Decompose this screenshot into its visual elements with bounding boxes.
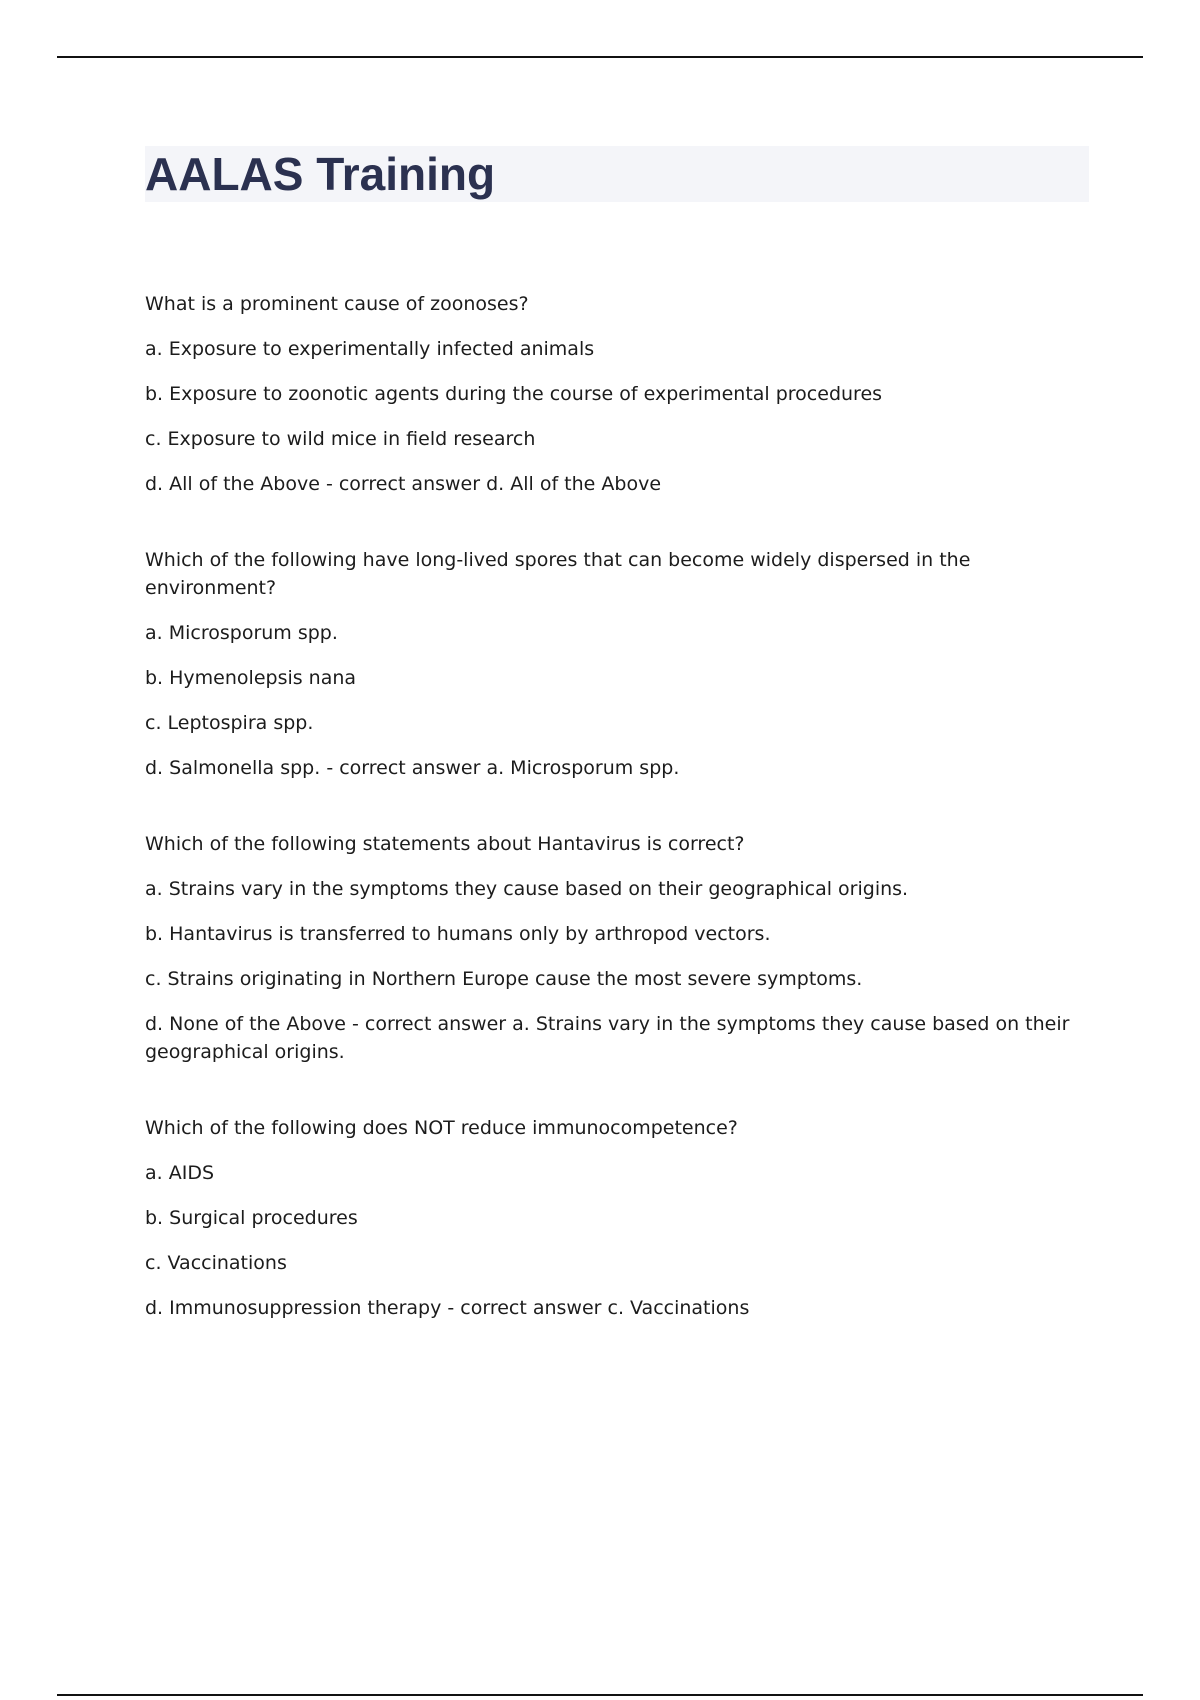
option-d-with-answer: d. All of the Above - correct answer d. All of the Above (145, 473, 662, 495)
option-d-with-answer: d. Immunosuppression therapy - correct answer c. Vaccinations (145, 1297, 750, 1319)
question-block (145, 290, 1085, 498)
option-c: c. Strains originating in Northern Europe cause the most severe symptoms. (145, 968, 863, 990)
option-d-with-answer: d. None of the Above - correct answer a. Strains vary in the symptoms they cause based on their geographical origins. (145, 1013, 1070, 1063)
option-d-with-answer: d. Salmonella spp. - correct answer a. Microsporum spp. (145, 757, 680, 779)
question-block (145, 546, 1085, 782)
option-b: b. Exposure to zoonotic agents during the course of experimental procedures (145, 383, 883, 405)
option-a: a. Strains vary in the symptoms they cause based on their geographical origins. (145, 878, 909, 900)
option-c: c. Leptospira spp. (145, 712, 314, 734)
option-c: c. Vaccinations (145, 1252, 287, 1274)
option-b: b. Surgical procedures (145, 1207, 358, 1229)
question-text: Which of the following does NOT reduce immunocompetence? (145, 1117, 738, 1139)
option-a: a. Microsporum spp. (145, 622, 338, 644)
question-text: Which of the following have long-lived spores that can become widely dispersed in the environment? (145, 549, 971, 599)
option-b: b. Hantavirus is transferred to humans only by arthropod vectors. (145, 923, 771, 945)
option-a: a. Exposure to experimentally infected animals (145, 338, 595, 360)
question-text: Which of the following statements about Hantavirus is correct? (145, 833, 745, 855)
top-divider (57, 56, 1143, 58)
bottom-divider (57, 1694, 1143, 1696)
document-body (145, 290, 1085, 1370)
question-block (145, 1114, 1085, 1322)
option-c: c. Exposure to wild mice in field research (145, 428, 536, 450)
option-a: a. AIDS (145, 1162, 215, 1184)
question-text: What is a prominent cause of zoonoses? (145, 293, 529, 315)
question-block (145, 830, 1085, 1066)
document-title: AALAS Training (145, 148, 496, 200)
option-b: b. Hymenolepsis nana (145, 667, 357, 689)
